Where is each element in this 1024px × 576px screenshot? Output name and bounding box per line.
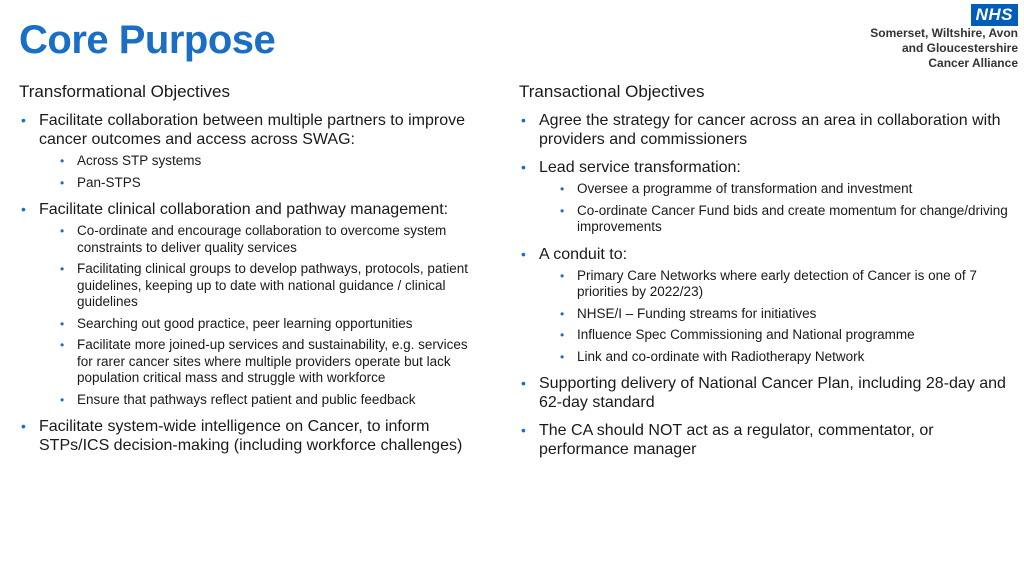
bullet-icon: • bbox=[21, 201, 26, 217]
sub-list-item bbox=[539, 203, 1009, 236]
sub-list-item bbox=[539, 268, 1009, 301]
transactional-heading: Transactional Objectives bbox=[519, 82, 705, 101]
sub-list-item-text: Facilitating clinical groups to develop pathways, protocols, patient guidelines, keeping up to date with national guidance / clinical guidelines bbox=[77, 261, 468, 309]
transformational-heading: Transformational Objectives bbox=[19, 82, 231, 101]
list-item-text: Lead service transformation: bbox=[539, 159, 741, 176]
sub-list-item-text: Ensure that pathways reflect patient and public feedback bbox=[77, 391, 416, 407]
sub-list-item-text: NHSE/I – Funding streams for initiatives bbox=[577, 305, 817, 321]
logo-line-2: and Gloucestershire bbox=[901, 41, 1018, 55]
bullet-icon: • bbox=[521, 422, 526, 438]
sub-list-item bbox=[39, 153, 484, 170]
bullet-icon: • bbox=[521, 159, 526, 175]
bullet-icon: • bbox=[560, 203, 565, 218]
transformational-column bbox=[19, 82, 484, 464]
bullet-icon: • bbox=[560, 268, 565, 283]
page-title: Core Purpose bbox=[19, 18, 276, 62]
sub-list-item bbox=[39, 316, 484, 333]
sub-list bbox=[39, 223, 484, 408]
list-item-text: Facilitate clinical collaboration and pathway management: bbox=[39, 201, 449, 218]
bullet-icon: • bbox=[60, 175, 65, 190]
sub-list-item bbox=[39, 261, 484, 311]
list-item bbox=[519, 245, 1009, 366]
transformational-list bbox=[19, 111, 484, 455]
logo-line-1: Somerset, Wiltshire, Avon bbox=[870, 26, 1018, 40]
bullet-icon: • bbox=[560, 182, 565, 196]
sub-list-item-text: Primary Care Networks where early detection of Cancer is one of 7 priorities by 2022/23) bbox=[577, 267, 977, 299]
list-item bbox=[19, 417, 484, 455]
bullet-icon: • bbox=[521, 112, 526, 128]
bullet-icon: • bbox=[60, 392, 65, 407]
list-item-text: Agree the strategy for cancer across an area in collaboration with providers and commissioners bbox=[539, 112, 1001, 148]
sub-list-item bbox=[39, 337, 484, 387]
list-item bbox=[19, 111, 484, 191]
sub-list-item-text: Across STP systems bbox=[77, 153, 202, 168]
sub-list-item bbox=[539, 349, 1009, 366]
sub-list-item-text: Co-ordinate and encourage collaboration to overcome system constraints to deliver quality services bbox=[77, 223, 447, 255]
bullet-icon: • bbox=[60, 154, 65, 168]
sub-list-item bbox=[39, 223, 484, 256]
logo-line-3: Cancer Alliance bbox=[928, 56, 1018, 70]
list-item bbox=[519, 158, 1009, 236]
nhs-badge: NHS bbox=[971, 4, 1018, 26]
nhs-logo bbox=[854, 4, 1018, 71]
sub-list-item-text: Oversee a programme of transformation and investment bbox=[577, 181, 913, 196]
bullet-icon: • bbox=[60, 224, 65, 238]
list-item bbox=[519, 421, 1009, 459]
transactional-list bbox=[519, 111, 1009, 459]
bullet-icon: • bbox=[21, 112, 26, 128]
sub-list-item-text: Influence Spec Commissioning and National programme bbox=[577, 327, 915, 342]
sub-list bbox=[539, 268, 1009, 366]
sub-list-item bbox=[539, 306, 1009, 323]
sub-list-item-text: Co-ordinate Cancer Fund bids and create momentum for change/driving improvements bbox=[577, 202, 1008, 234]
sub-list-item bbox=[539, 327, 1009, 344]
bullet-icon: • bbox=[521, 375, 526, 391]
list-item-text: The CA should NOT act as a regulator, commentator, or performance manager bbox=[539, 422, 934, 458]
bullet-icon: • bbox=[60, 338, 65, 352]
list-item-text: Supporting delivery of National Cancer Plan, including 28-day and 62-day standard bbox=[539, 375, 1006, 411]
sub-list-item bbox=[39, 392, 484, 409]
bullet-icon: • bbox=[60, 262, 65, 276]
list-item-text: Facilitate system-wide intelligence on Cancer, to inform STPs/ICS decision-making (including workforce challenges) bbox=[39, 418, 463, 454]
list-item bbox=[19, 200, 484, 408]
bullet-icon: • bbox=[521, 245, 526, 262]
sub-list-item bbox=[539, 181, 1009, 198]
sub-list-item bbox=[39, 175, 484, 192]
bullet-icon: • bbox=[560, 306, 565, 321]
sub-list-item-text: Facilitate more joined-up services and sustainability, e.g. services for rarer cancer sites where multiple providers operate but lack population critical mass and struggle with workforce bbox=[77, 337, 468, 385]
transactional-column bbox=[519, 82, 1009, 468]
bullet-icon: • bbox=[560, 328, 565, 342]
bullet-icon: • bbox=[560, 349, 565, 364]
bullet-icon: • bbox=[21, 418, 26, 434]
sub-list-item-text: Link and co-ordinate with Radiotherapy Network bbox=[577, 348, 865, 364]
sub-list bbox=[39, 153, 484, 191]
sub-list bbox=[539, 181, 1009, 236]
list-item-text: Facilitate collaboration between multiple partners to improve cancer outcomes and access across SWAG: bbox=[39, 112, 465, 148]
sub-list-item-text: Pan-STPS bbox=[77, 174, 141, 190]
list-item-text: A conduit to: bbox=[539, 245, 628, 263]
bullet-icon: • bbox=[60, 316, 65, 331]
sub-list-item-text: Searching out good practice, peer learning opportunities bbox=[77, 315, 413, 331]
list-item bbox=[519, 111, 1009, 149]
list-item bbox=[519, 374, 1009, 412]
